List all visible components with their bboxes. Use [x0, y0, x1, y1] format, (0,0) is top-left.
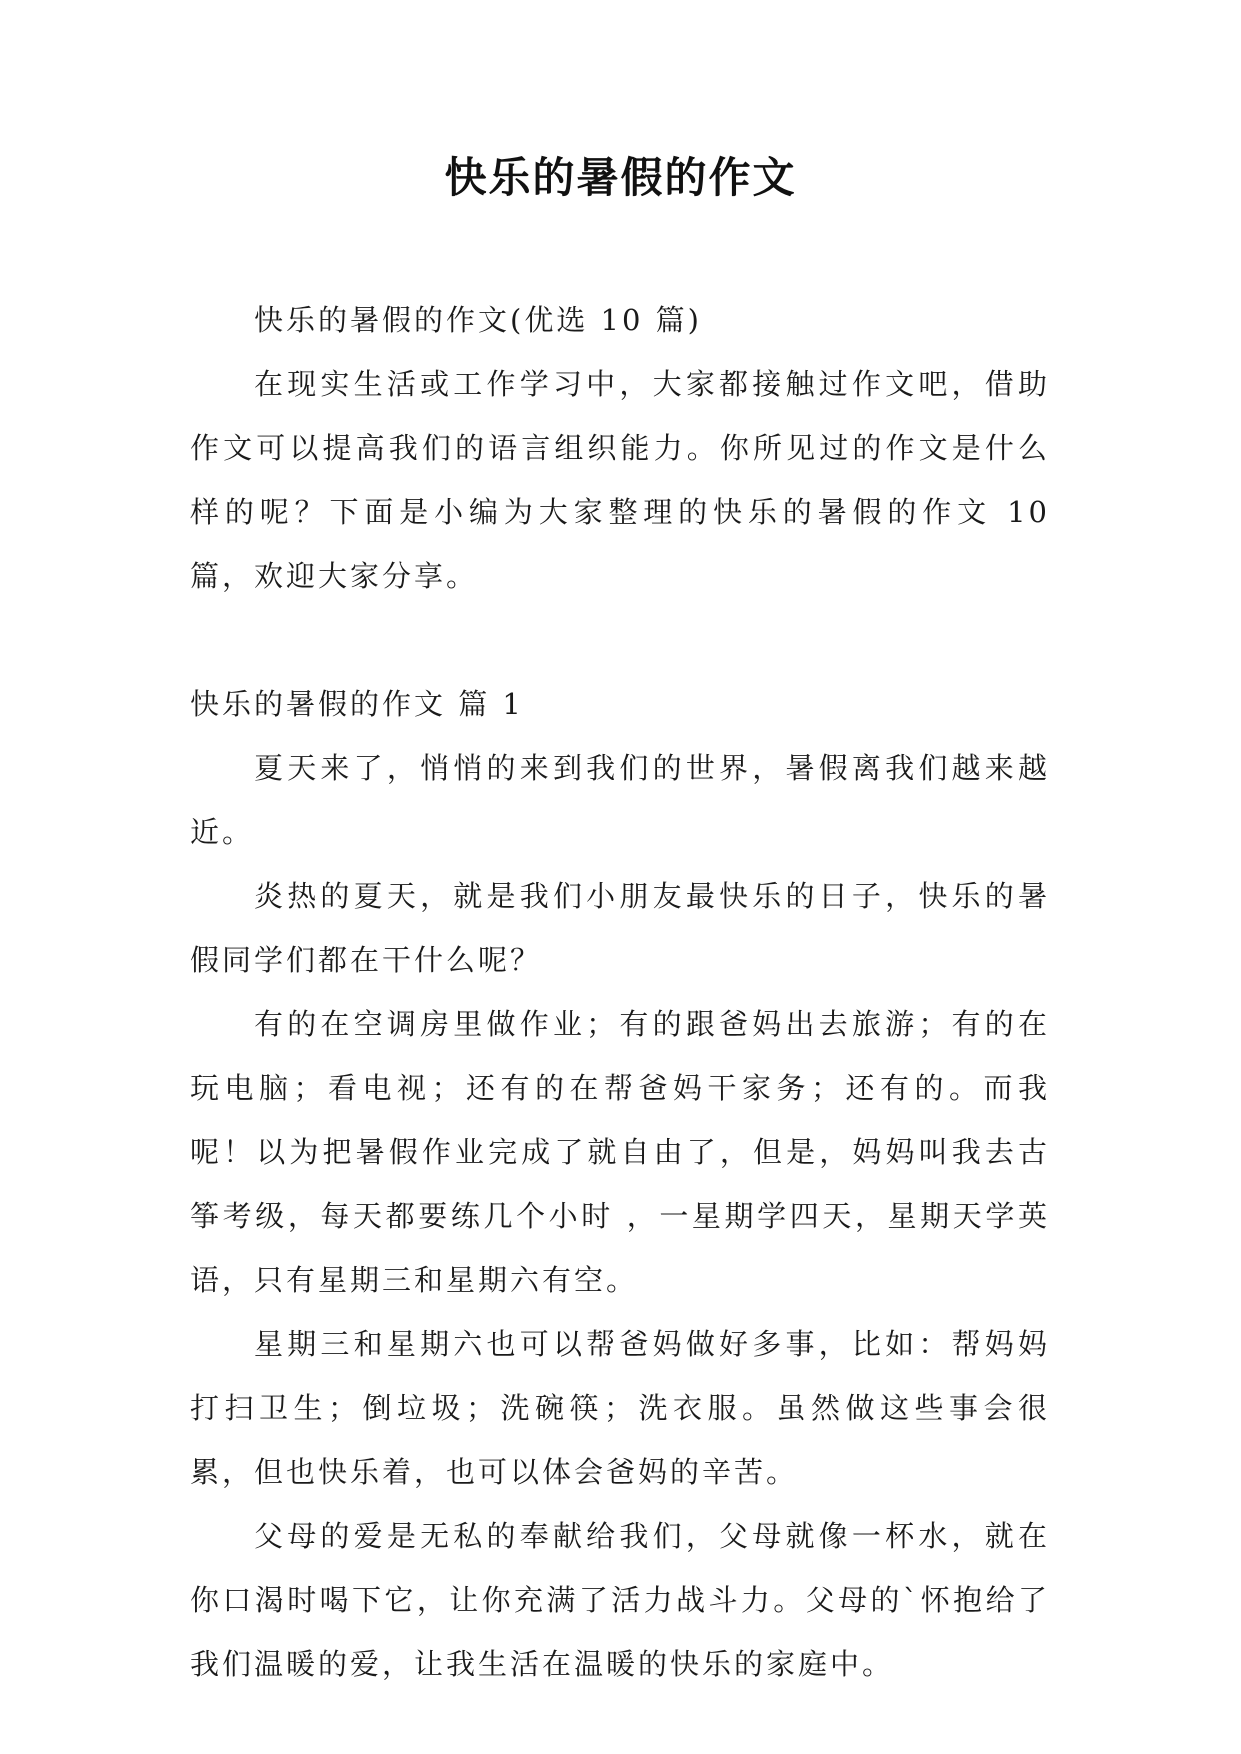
document-body — [190, 288, 1050, 1696]
body-paragraph: 父母的爱是无私的奉献给我们，父母就像一杯水，就在你口渴时喝下它，让你充满了活力战斗力。父母的`怀抱给了我们温暖的爱，让我生活在温暖的快乐的家庭中。 — [190, 1519, 1050, 1681]
document-subtitle: 快乐的暑假的作文(优选 10 篇) — [254, 303, 702, 337]
body-paragraph: 有的在空调房里做作业；有的跟爸妈出去旅游；有的在玩电脑；看电视；还有的在帮爸妈干家务；还有的。而我呢！以为把暑假作业完成了就自由了，但是，妈妈叫我去古筝考级，每天都要练几个小时 ，一星期学四天，星期天学英语，只有星期三和星期六有空。 — [190, 1007, 1050, 1297]
section-heading: 快乐的暑假的作文 篇 1 — [190, 687, 524, 721]
document-title: 快乐的暑假的作文 — [444, 153, 797, 202]
body-paragraph: 夏天来了，悄悄的来到我们的世界，暑假离我们越来越近。 — [190, 751, 1050, 849]
body-paragraph: 炎热的夏天，就是我们小朋友最快乐的日子，快乐的暑假同学们都在干什么呢？ — [190, 879, 1050, 977]
intro-paragraph: 在现实生活或工作学习中，大家都接触过作文吧，借助作文可以提高我们的语言组织能力。你所见过的作文是什么样的呢？下面是小编为大家整理的快乐的暑假的作文 10 篇，欢迎大家分享。 — [190, 367, 1050, 593]
body-paragraph: 星期三和星期六也可以帮爸妈做好多事，比如：帮妈妈打扫卫生；倒垃圾；洗碗筷；洗衣服。虽然做这些事会很累，但也快乐着，也可以体会爸妈的辛苦。 — [190, 1327, 1050, 1489]
